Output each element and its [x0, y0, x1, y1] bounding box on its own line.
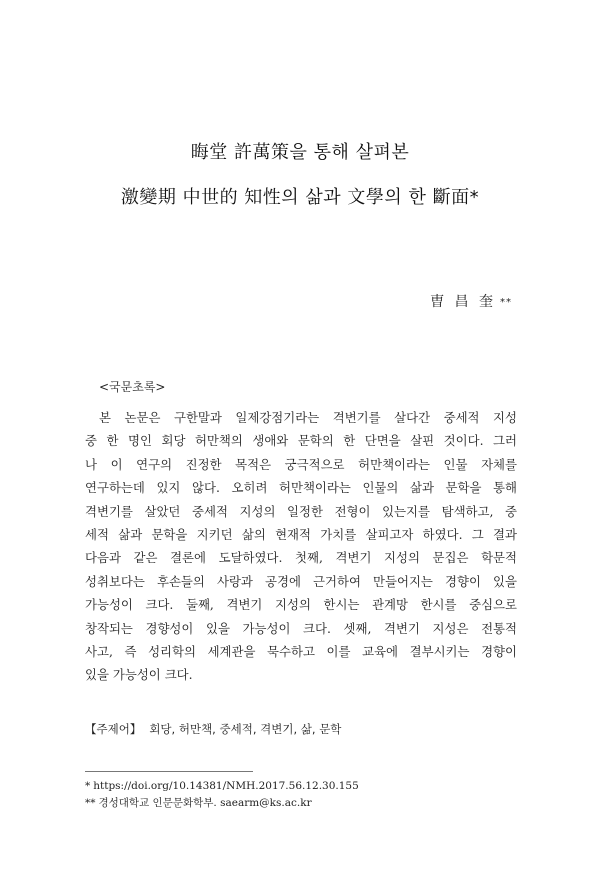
abstract-line: 창작되는 경향성이 있을 가능성이 크다. 셋째, 격변기 지성은 전통적 [85, 620, 517, 636]
abstract-line: 다음과 같은 결론에 도달하였다. 첫째, 격변기 지성의 문집은 학문적 [85, 550, 517, 566]
abstract-line: 세적 삶과 문학을 지키던 삶의 현재적 가치를 살피고자 하였다. 그 결과 [85, 526, 517, 542]
footnote-text: 경성대학교 인문문화학부. saearm@ks.ac.kr [98, 797, 312, 809]
paper-title-line-1: 晦堂 許萬策을 통해 살펴본 [190, 142, 410, 163]
abstract-line: 본 논문은 구한말과 일제강점기라는 격변기를 살다간 중세적 지성 [99, 410, 517, 425]
keywords [85, 721, 341, 737]
author-name-text: 曺 昌 奎 [430, 294, 496, 310]
footnote-affiliation [85, 795, 359, 812]
abstract-line: 있을 가능성이 크다. [85, 667, 193, 683]
footnote-mark: * [85, 780, 91, 792]
abstract-line: 연구하는데 있지 않다. 오히려 허만책이라는 인물의 삶과 문학을 통해 [85, 480, 517, 496]
footnote-text: https://doi.org/10.14381/NMH.2017.56.12.30.155 [93, 780, 359, 792]
abstract-body [85, 406, 517, 687]
abstract-line: 격변기를 살았던 중세적 지성의 일정한 전형이 있는지를 탐색하고, 중 [85, 503, 517, 519]
abstract-heading: <국문초록> [99, 380, 166, 394]
keywords-label: 【주제어】 [85, 722, 142, 736]
author-footnote-mark: ** [500, 297, 512, 308]
abstract-line: 가능성이 크다. 둘째, 격변기 지성의 한시는 관계망 한시를 중심으로 [85, 597, 517, 613]
author-name [430, 291, 512, 311]
paper-title-line-2: 激變期 中世的 知性의 삶과 文學의 한 斷面* [120, 187, 480, 208]
abstract-line: 나 이 연구의 진정한 목적은 궁극적으로 허만책이라는 인물 자체를 [85, 456, 517, 472]
footnote-divider [85, 771, 253, 772]
footnotes [85, 778, 359, 812]
footnote-doi [85, 778, 359, 795]
abstract-line: 중 한 명인 회당 허만책의 생애와 문학의 한 단면을 살핀 것이다. 그러 [85, 433, 517, 449]
footnote-mark: ** [85, 797, 96, 809]
keywords-list: 회당, 허만책, 중세적, 격변기, 삶, 문학 [149, 722, 342, 736]
abstract-line: 사고, 즉 성리학의 세계관을 묵수하고 이를 교육에 결부시키는 경향이 [85, 643, 517, 659]
abstract-line: 성취보다는 후손들의 사랑과 공경에 근거하여 만들어지는 경향이 있을 [85, 573, 517, 589]
